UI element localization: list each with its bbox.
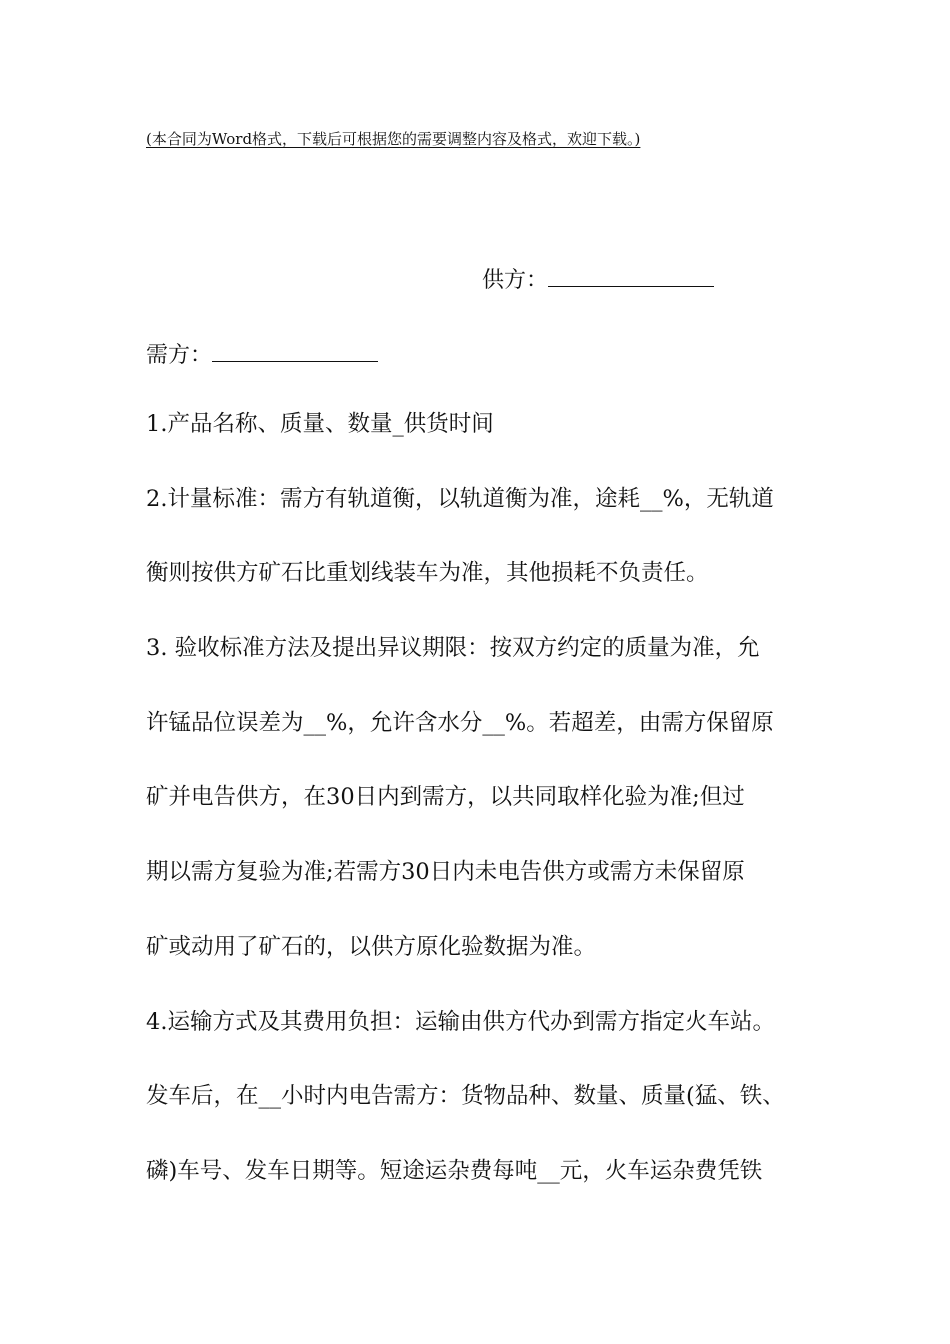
- buyer-line: [146, 337, 378, 371]
- contract-clauses: [146, 404, 808, 1226]
- supplier-blank: [548, 262, 714, 287]
- clause-line: 4.运输方式及其费用负担：运输由供方代办到需方指定火车站。: [146, 1008, 775, 1035]
- clause-line: 3. 验收标准方法及提出异议期限：按双方约定的质量为准，允: [146, 635, 760, 662]
- clause-line: 矿并电告供方，在30日内到需方，以共同取样化验为准;但过: [146, 784, 745, 811]
- buyer-label: 需方：: [146, 343, 213, 368]
- clause-line: 衡则按供方矿石比重划线装车为准，其他损耗不负责任。: [146, 560, 709, 587]
- clause-line: 磷)车号、发车日期等。短途运杂费每吨__元，火车运杂费凭铁: [146, 1157, 763, 1184]
- format-note: (本合同为Word格式，下载后可根据您的需要调整内容及格式，欢迎下载。): [146, 130, 641, 148]
- clause-line: 1.产品名称、质量、数量_供货时间: [146, 411, 494, 437]
- supplier-line: [482, 262, 714, 296]
- clause-line: 许锰品位误差为__%，允许含水分__%。若超差，由需方保留原: [146, 709, 774, 736]
- buyer-blank: [212, 337, 378, 362]
- clause-line: 矿或动用了矿石的，以供方原化验数据为准。: [146, 933, 597, 960]
- supplier-label: 供方：: [482, 268, 549, 293]
- clause-line: 发车后，在__小时内电告需方：货物品种、数量、质量(猛、铁、: [146, 1083, 785, 1110]
- clause-line: 期以需方复验为准;若需方30日内未电告供方或需方未保留原: [146, 859, 745, 886]
- clause-line: 2.计量标准：需方有轨道衡，以轨道衡为准，途耗__%，无轨道: [146, 485, 774, 512]
